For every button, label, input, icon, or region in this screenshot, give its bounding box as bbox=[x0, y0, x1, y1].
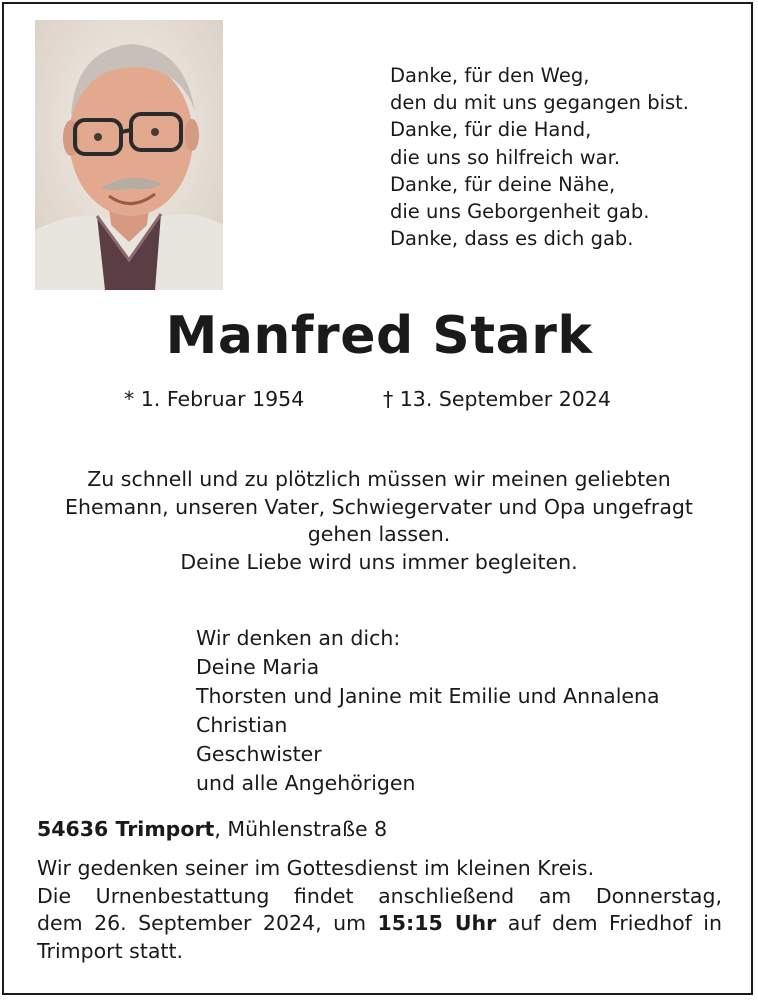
service-time: 15:15 Uhr bbox=[377, 911, 497, 935]
birth-date: * 1. Februar 1954 bbox=[124, 387, 305, 411]
service-line bbox=[37, 910, 722, 938]
poem-line: Danke, für den Weg, bbox=[390, 64, 590, 87]
poem-line: Danke, dass es dich gab. bbox=[390, 227, 634, 251]
address bbox=[37, 817, 387, 841]
service-info bbox=[37, 855, 722, 965]
service-line: Trimport statt. bbox=[37, 938, 184, 963]
poem-line: die uns so hilfreich war. bbox=[390, 145, 621, 169]
farewell-message bbox=[20, 466, 738, 576]
portrait-photo bbox=[35, 20, 223, 290]
mourner-line: Wir denken an dich: bbox=[196, 626, 401, 650]
service-line-part: auf dem Friedhof in bbox=[496, 911, 722, 935]
address-street: , Mühlenstraße 8 bbox=[214, 817, 388, 841]
message-line: Ehemann, unseren Vater, Schwiegervater und Opa ungefragt bbox=[65, 494, 693, 519]
poem-line: die uns Geborgenheit gab. bbox=[390, 200, 650, 224]
message-line: Zu schnell und zu plötzlich müssen wir meinen geliebten bbox=[87, 467, 671, 491]
service-line: Wir gedenken seiner im Gottesdienst im kleinen Kreis. bbox=[37, 856, 595, 880]
death-date: † 13. September 2024 bbox=[383, 387, 611, 411]
mourner-line: Thorsten und Janine mit Emilie und Annalena bbox=[196, 684, 660, 708]
deceased-name: Manfred Stark bbox=[165, 306, 593, 366]
message-line: gehen lassen. bbox=[307, 522, 451, 546]
poem bbox=[390, 62, 689, 252]
address-city: 54636 Trimport bbox=[37, 817, 215, 841]
poem-line: Danke, für die Hand, bbox=[390, 118, 592, 142]
mourner-line: Christian bbox=[196, 713, 288, 737]
service-line: Die Urnenbestattung findet anschließend am Donnerstag, bbox=[37, 883, 722, 908]
mourner-line: und alle Angehörigen bbox=[196, 771, 416, 795]
mourner-line: Geschwister bbox=[196, 742, 322, 766]
mourners-list bbox=[196, 624, 660, 798]
service-line-part: dem 26. September 2024, um bbox=[37, 911, 378, 935]
message-line: Deine Liebe wird uns immer begleiten. bbox=[180, 549, 578, 574]
poem-line: Danke, für deine Nähe, bbox=[390, 172, 616, 196]
mourner-line: Deine Maria bbox=[196, 655, 320, 679]
poem-line: den du mit uns gegangen bist. bbox=[390, 91, 689, 115]
